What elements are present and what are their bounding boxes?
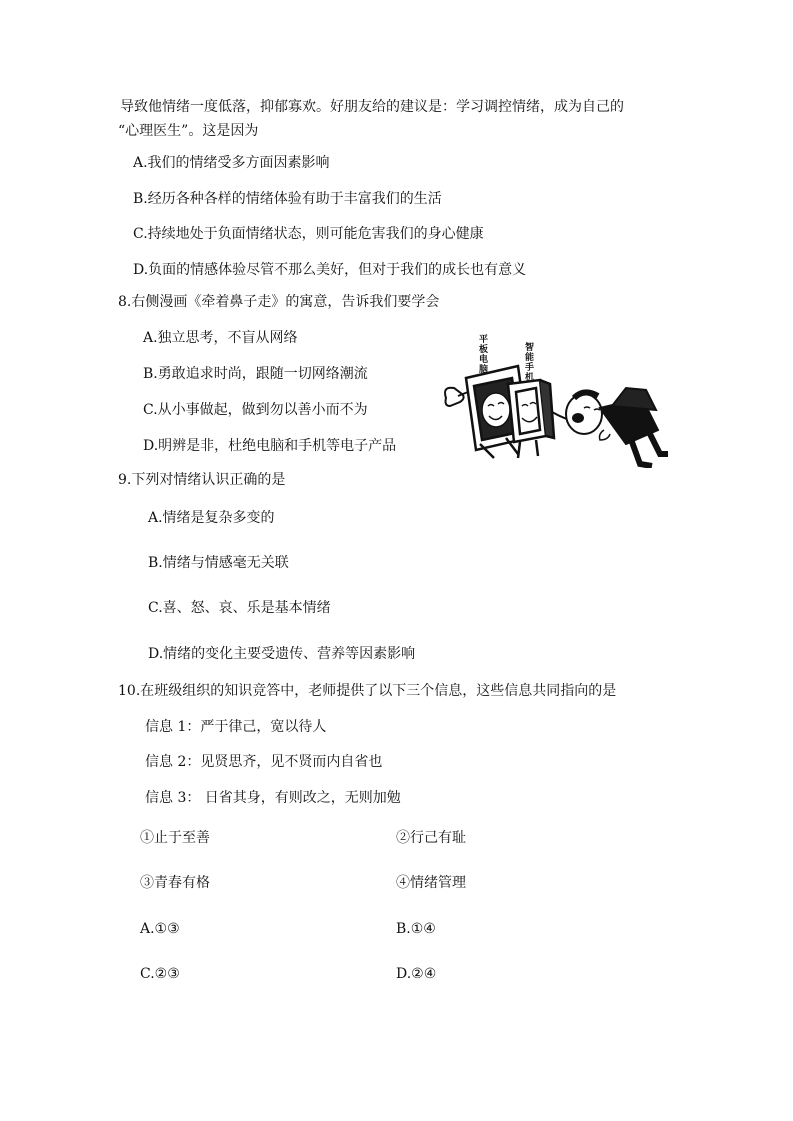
q7-intro-line-2: “心理医生”。这是因为 <box>118 123 259 139</box>
q10-info-1: 信息 1：严于律己，宽以待人 <box>145 719 327 735</box>
q9-option-a: A.情绪是复杂多变的 <box>148 510 275 526</box>
q8-question: 8.右侧漫画《牵着鼻子走》的寓意，告诉我们要学会 <box>118 294 440 310</box>
q10-item-4: ④情绪管理 <box>396 875 466 891</box>
cartoon-drawing <box>436 326 668 468</box>
q10-item-2: ②行己有耻 <box>396 830 466 846</box>
q8-option-a: A.独立思考，不盲从网络 <box>143 330 298 346</box>
q10-item-3: ③青春有格 <box>140 875 210 891</box>
q7-option-b: B.经历各种各样的情绪体验有助于丰富我们的生活 <box>133 191 442 207</box>
q8-option-b: B.勇敢追求时尚，跟随一切网络潮流 <box>143 366 368 382</box>
q10-question: 10.在班级组织的知识竞答中，老师提供了以下三个信息，这些信息共同指向的是 <box>118 683 617 699</box>
cartoon-illustration <box>436 326 668 468</box>
q10-option-d: D.②④ <box>396 966 437 982</box>
cartoon-label-tablet: 平板电脑 <box>477 334 487 374</box>
q10-option-a: A.①③ <box>140 921 180 937</box>
q7-option-d: D.负面的情感体验尽管不那么美好，但对于我们的成长也有意义 <box>133 262 527 278</box>
q9-option-d: D.情绪的变化主要受遗传、营养等因素影响 <box>148 646 416 662</box>
q7-option-c: C.持续地处于负面情绪状态，则可能危害我们的身心健康 <box>133 226 484 242</box>
q9-option-c: C.喜、怒、哀、乐是基本情绪 <box>148 600 331 616</box>
q10-info-3: 信息 3： 日省其身，有则改之，无则加勉 <box>145 790 401 806</box>
q9-question: 9.下列对情绪认识正确的是 <box>118 472 286 488</box>
cartoon-label-phone: 智能手机 <box>523 342 533 382</box>
q10-item-1: ①止于至善 <box>140 830 210 846</box>
q9-option-b: B.情绪与情感毫无关联 <box>148 555 289 571</box>
q10-option-b: B.①④ <box>396 921 436 937</box>
q7-option-a: A.我们的情绪受多方面因素影响 <box>133 155 330 171</box>
q10-option-c: C.②③ <box>140 966 180 982</box>
q7-intro-line-1: 导致他情绪一度低落，抑郁寡欢。好朋友给的建议是：学习调控情绪，成为自己的 <box>120 99 624 115</box>
q8-option-d: D.明辨是非，杜绝电脑和手机等电子产品 <box>143 438 397 454</box>
q8-option-c: C.从小事做起，做到勿以善小而不为 <box>143 402 368 418</box>
q10-info-2: 信息 2：见贤思齐，见不贤而内自省也 <box>145 754 383 770</box>
